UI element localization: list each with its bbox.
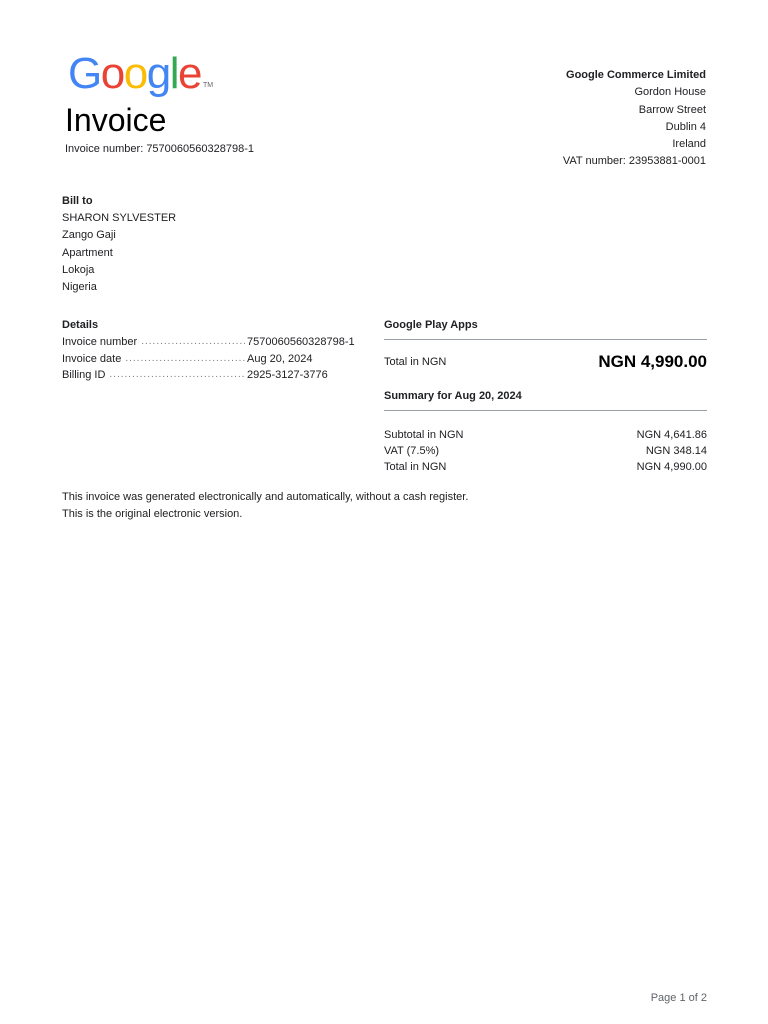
- details-value: 7570060560328798-1: [247, 336, 355, 348]
- seller-address: [406, 67, 706, 171]
- logo-letter-g: G: [68, 49, 101, 98]
- details-row-billing-id: [62, 367, 352, 384]
- logo-letter-g2: g: [146, 49, 170, 98]
- summary-row-total: [384, 459, 707, 475]
- summary-value: NGN 4,641.86: [636, 429, 707, 441]
- product-total-label: Total in NGN: [384, 356, 447, 368]
- logo-letter-e: e: [177, 49, 201, 98]
- seller-address-line: Barrow Street: [638, 103, 706, 116]
- seller-country: Ireland: [672, 138, 706, 151]
- divider: [384, 410, 707, 411]
- page-title: Invoice: [65, 102, 167, 138]
- bill-to-section: [62, 193, 362, 296]
- footer-note-line: This is the original electronic version.: [62, 507, 243, 520]
- product-total-value: NGN 4,990.00: [598, 352, 707, 371]
- product-total-row: [384, 352, 707, 372]
- bill-to-country: Nigeria: [62, 281, 97, 294]
- seller-address-line: Gordon House: [634, 86, 706, 99]
- bill-to-heading: Bill to: [62, 195, 93, 207]
- product-heading: Google Play Apps: [384, 319, 478, 331]
- logo-letter-l: l: [169, 49, 178, 98]
- dot-leader: [125, 351, 245, 368]
- divider: [384, 339, 707, 340]
- details-row-invoice-date: [62, 351, 352, 368]
- details-value: Aug 20, 2024: [247, 352, 313, 365]
- google-logo: [68, 46, 214, 102]
- header-invoice-number: Invoice number: 7570060560328798-1: [65, 143, 254, 155]
- dot-leader: [141, 334, 245, 351]
- summary-value: NGN 4,990.00: [636, 461, 707, 474]
- bill-to-name: SHARON SYLVESTER: [62, 212, 177, 224]
- trademark-mark: TM: [202, 82, 214, 89]
- logo-letter-o1: o: [100, 49, 124, 98]
- details-label: Billing ID: [62, 369, 106, 381]
- seller-name: Google Commerce Limited: [566, 69, 706, 81]
- seller-address-line: Dublin 4: [665, 120, 706, 133]
- summary-row-vat: [384, 443, 707, 459]
- footer-note-line: This invoice was generated electronically and automatically, without a cash register.: [62, 491, 469, 503]
- footer-note: [62, 489, 468, 522]
- bill-to-line: Lokoja: [62, 263, 95, 276]
- details-row-invoice-number: [62, 334, 355, 351]
- details-heading: Details: [62, 319, 99, 331]
- seller-vat-number: VAT number: 23953881-0001: [562, 155, 706, 168]
- details-label: Invoice date: [62, 352, 122, 365]
- dot-leader: [109, 367, 245, 384]
- bill-to-line: Apartment: [62, 246, 113, 259]
- summary-section: [384, 389, 707, 476]
- details-value: 2925-3127-3776: [247, 369, 328, 381]
- summary-value: NGN 348.14: [645, 445, 707, 458]
- page-number: Page 1 of 2: [650, 992, 707, 1004]
- summary-label: VAT (7.5%): [384, 445, 440, 458]
- summary-label: Total in NGN: [384, 461, 447, 474]
- details-section: [62, 318, 355, 384]
- logo-letter-o2: o: [123, 49, 147, 98]
- summary-label: Subtotal in NGN: [384, 429, 464, 441]
- summary-heading: Summary for Aug 20, 2024: [384, 390, 522, 402]
- bill-to-line: Zango Gaji: [62, 229, 116, 242]
- summary-row-subtotal: [384, 427, 707, 443]
- product-section: [384, 318, 707, 372]
- details-label: Invoice number: [62, 336, 138, 348]
